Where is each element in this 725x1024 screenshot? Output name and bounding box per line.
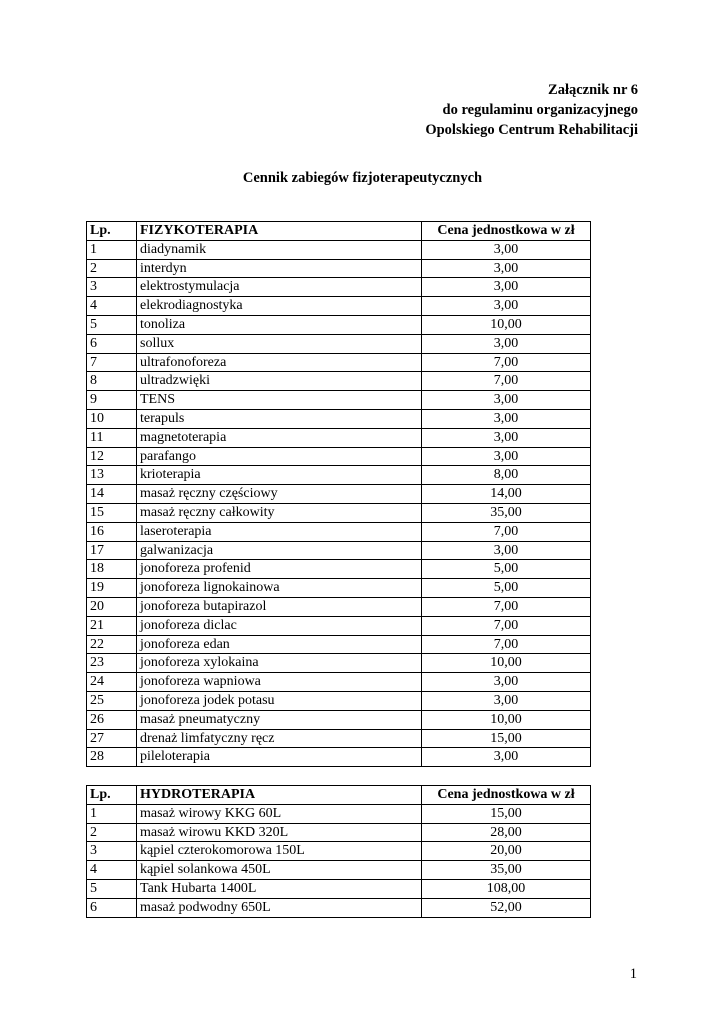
treatment-name: TENS xyxy=(137,391,422,410)
unit-price: 35,00 xyxy=(422,861,591,880)
row-number: 5 xyxy=(87,879,137,898)
row-number: 1 xyxy=(87,240,137,259)
treatment-name: masaż ręczny częściowy xyxy=(137,485,422,504)
row-number: 17 xyxy=(87,541,137,560)
unit-price: 28,00 xyxy=(422,823,591,842)
row-number: 7 xyxy=(87,353,137,372)
row-number: 14 xyxy=(87,485,137,504)
unit-price: 3,00 xyxy=(422,278,591,297)
unit-price: 14,00 xyxy=(422,485,591,504)
treatment-name: parafango xyxy=(137,447,422,466)
column-header-lp: Lp. xyxy=(87,786,137,805)
row-number: 23 xyxy=(87,654,137,673)
treatment-name: pileloterapia xyxy=(137,748,422,767)
table-row xyxy=(87,691,591,710)
treatment-name: masaż ręczny całkowity xyxy=(137,503,422,522)
table-row xyxy=(87,616,591,635)
treatment-name: jonoforeza jodek potasu xyxy=(137,691,422,710)
unit-price: 15,00 xyxy=(422,729,591,748)
header-line-2: do regulaminu organizacyjnego xyxy=(442,102,638,118)
table-header-row xyxy=(87,786,591,805)
row-number: 6 xyxy=(87,334,137,353)
treatment-name: ultradzwięki xyxy=(137,372,422,391)
row-number: 2 xyxy=(87,259,137,278)
table-row xyxy=(87,842,591,861)
table-row xyxy=(87,710,591,729)
treatment-name: drenaż limfatyczny ręcz xyxy=(137,729,422,748)
row-number: 24 xyxy=(87,673,137,692)
row-number: 9 xyxy=(87,391,137,410)
row-number: 15 xyxy=(87,503,137,522)
treatment-name: jonoforeza profenid xyxy=(137,560,422,579)
table-row xyxy=(87,898,591,917)
table-header-row xyxy=(87,222,591,241)
row-number: 16 xyxy=(87,522,137,541)
row-number: 4 xyxy=(87,861,137,880)
unit-price: 3,00 xyxy=(422,391,591,410)
document-title: Cennik zabiegów fizjoterapeutycznych xyxy=(242,170,483,186)
unit-price: 3,00 xyxy=(422,240,591,259)
table-row xyxy=(87,823,591,842)
table-row xyxy=(87,597,591,616)
treatment-name: jonoforeza butapirazol xyxy=(137,597,422,616)
treatment-name: krioterapia xyxy=(137,466,422,485)
unit-price: 3,00 xyxy=(422,541,591,560)
page-number: 1 xyxy=(629,966,637,982)
unit-price: 10,00 xyxy=(422,710,591,729)
treatment-name: masaż wirowy KKG 60L xyxy=(137,804,422,823)
unit-price: 3,00 xyxy=(422,259,591,278)
treatment-name: Tank Hubarta 1400L xyxy=(137,879,422,898)
row-number: 18 xyxy=(87,560,137,579)
table-row xyxy=(87,579,591,598)
row-number: 13 xyxy=(87,466,137,485)
treatment-name: elektrostymulacja xyxy=(137,278,422,297)
column-header-name: FIZYKOTERAPIA xyxy=(137,222,422,241)
table-row xyxy=(87,560,591,579)
table-row xyxy=(87,522,591,541)
table-row xyxy=(87,297,591,316)
table-row xyxy=(87,259,591,278)
row-number: 12 xyxy=(87,447,137,466)
treatment-name: masaż pneumatyczny xyxy=(137,710,422,729)
row-number: 11 xyxy=(87,428,137,447)
unit-price: 3,00 xyxy=(422,334,591,353)
unit-price: 3,00 xyxy=(422,428,591,447)
table-row xyxy=(87,372,591,391)
row-number: 3 xyxy=(87,278,137,297)
treatment-name: masaż podwodny 650L xyxy=(137,898,422,917)
treatment-name: jonoforeza edan xyxy=(137,635,422,654)
column-header-lp: Lp. xyxy=(87,222,137,241)
unit-price: 108,00 xyxy=(422,879,591,898)
unit-price: 3,00 xyxy=(422,409,591,428)
row-number: 20 xyxy=(87,597,137,616)
unit-price: 35,00 xyxy=(422,503,591,522)
table-row xyxy=(87,879,591,898)
table-row xyxy=(87,447,591,466)
unit-price: 7,00 xyxy=(422,522,591,541)
unit-price: 5,00 xyxy=(422,560,591,579)
treatment-name: kąpiel solankowa 450L xyxy=(137,861,422,880)
hydroterapia-table xyxy=(86,785,591,918)
fizykoterapia-table xyxy=(86,221,591,767)
unit-price: 7,00 xyxy=(422,635,591,654)
treatment-name: laseroterapia xyxy=(137,522,422,541)
treatment-name: terapuls xyxy=(137,409,422,428)
treatment-name: jonoforeza lignokainowa xyxy=(137,579,422,598)
column-header-price: Cena jednostkowa w zł xyxy=(422,786,591,805)
unit-price: 8,00 xyxy=(422,466,591,485)
treatment-name: galwanizacja xyxy=(137,541,422,560)
treatment-name: ultrafonoforeza xyxy=(137,353,422,372)
header-line-1: Załącznik nr 6 xyxy=(548,82,638,98)
unit-price: 5,00 xyxy=(422,579,591,598)
table-row xyxy=(87,541,591,560)
row-number: 6 xyxy=(87,898,137,917)
column-header-price: Cena jednostkowa w zł xyxy=(422,222,591,241)
row-number: 25 xyxy=(87,691,137,710)
table-row xyxy=(87,804,591,823)
table-row xyxy=(87,485,591,504)
row-number: 21 xyxy=(87,616,137,635)
table-row xyxy=(87,654,591,673)
row-number: 8 xyxy=(87,372,137,391)
treatment-name: jonoforeza xylokaina xyxy=(137,654,422,673)
treatment-name: tonoliza xyxy=(137,315,422,334)
unit-price: 7,00 xyxy=(422,616,591,635)
header-line-3: Opolskiego Centrum Rehabilitacji xyxy=(425,122,638,138)
row-number: 10 xyxy=(87,409,137,428)
row-number: 28 xyxy=(87,748,137,767)
treatment-name: jonoforeza wapniowa xyxy=(137,673,422,692)
table-row xyxy=(87,729,591,748)
table-row xyxy=(87,334,591,353)
row-number: 4 xyxy=(87,297,137,316)
unit-price: 7,00 xyxy=(422,597,591,616)
unit-price: 15,00 xyxy=(422,804,591,823)
table-row xyxy=(87,278,591,297)
unit-price: 3,00 xyxy=(422,447,591,466)
unit-price: 3,00 xyxy=(422,748,591,767)
row-number: 22 xyxy=(87,635,137,654)
table-row xyxy=(87,428,591,447)
unit-price: 10,00 xyxy=(422,315,591,334)
document-header xyxy=(425,80,638,140)
unit-price: 20,00 xyxy=(422,842,591,861)
table-row xyxy=(87,673,591,692)
treatment-name: elekrodiagnostyka xyxy=(137,297,422,316)
table-row xyxy=(87,466,591,485)
column-header-name: HYDROTERAPIA xyxy=(137,786,422,805)
unit-price: 3,00 xyxy=(422,297,591,316)
unit-price: 3,00 xyxy=(422,673,591,692)
row-number: 26 xyxy=(87,710,137,729)
row-number: 1 xyxy=(87,804,137,823)
treatment-name: interdyn xyxy=(137,259,422,278)
row-number: 5 xyxy=(87,315,137,334)
treatment-name: jonoforeza diclac xyxy=(137,616,422,635)
unit-price: 52,00 xyxy=(422,898,591,917)
treatment-name: sollux xyxy=(137,334,422,353)
unit-price: 7,00 xyxy=(422,372,591,391)
row-number: 2 xyxy=(87,823,137,842)
table-row xyxy=(87,315,591,334)
table-row xyxy=(87,409,591,428)
row-number: 3 xyxy=(87,842,137,861)
treatment-name: masaż wirowu KKD 320L xyxy=(137,823,422,842)
table-row xyxy=(87,861,591,880)
treatment-name: diadynamik xyxy=(137,240,422,259)
unit-price: 7,00 xyxy=(422,353,591,372)
table-row xyxy=(87,240,591,259)
unit-price: 3,00 xyxy=(422,691,591,710)
row-number: 27 xyxy=(87,729,137,748)
table-row xyxy=(87,748,591,767)
treatment-name: magnetoterapia xyxy=(137,428,422,447)
unit-price: 10,00 xyxy=(422,654,591,673)
table-row xyxy=(87,353,591,372)
table-row xyxy=(87,391,591,410)
table-row xyxy=(87,635,591,654)
table-row xyxy=(87,503,591,522)
row-number: 19 xyxy=(87,579,137,598)
treatment-name: kąpiel czterokomorowa 150L xyxy=(137,842,422,861)
